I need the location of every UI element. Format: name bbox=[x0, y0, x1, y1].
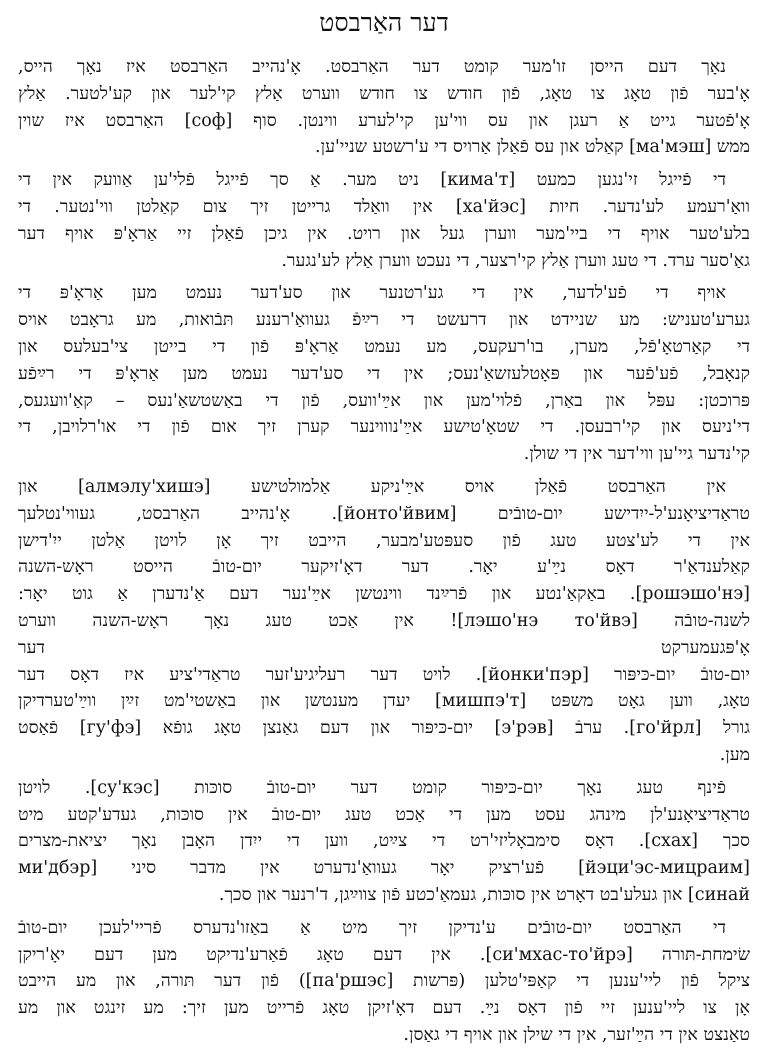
paragraph bbox=[18, 167, 750, 274]
text-line: גערע'טעניש: מע שניידט און דרעשט די רײַפֿ געוואַ'רענע תּבֿואות, מע גראָבט אויס bbox=[18, 310, 750, 331]
article-body bbox=[18, 54, 750, 1049]
paragraph bbox=[18, 915, 750, 1049]
text-line: די'ניעס און קי'רבעסן. די שטאָ'טישע אײַ'נוווינער קערן זיך אום פֿון די או'רלויבן, די bbox=[18, 417, 750, 438]
text-line: [рошэшо'нэ]. באַקאַ'נטע און פֿרײַנד ווינטשן אײַ'נער דעם אַ'נדערן אַ גוט יאָר: bbox=[18, 584, 750, 605]
text-line: גורל [го'йрл]. ערבֿ [э'рэв] יום-כּיפּור און דעם גאַנצן טאָג גופֿא [гу'фэ] פֿאַסט bbox=[18, 718, 750, 739]
page-title: דער האַרבסט bbox=[319, 8, 449, 37]
text-line: פֿינף טעג נאָך יום-כּיפּור קומט דער יום-טובֿ סוכּות [су'кэс]. לויטן bbox=[18, 777, 726, 798]
text-line: קי'נדער גיי'ען ווי'דער אין די שולן. bbox=[523, 444, 750, 465]
text-line: אויף די פֿע'לדער, אין די גע'רטנער און סע'דער נעמט מען אַראָ'פּ די bbox=[18, 283, 726, 304]
text-line: אָ'בער פֿון טאָג צו טאָג, פֿון חודש צו חודש ווערט אַלץ קי'לער און קע'לטער. אַלץ bbox=[18, 83, 750, 104]
text-line: אין האַרבסט פֿאַלן אויס אײַ'ניקע אַלמולטישע [алмэлу'хишэ] און bbox=[18, 476, 726, 497]
text-line: синай] און געלע'בט דאָרט אין סוכּות, געמאַ'כטע פֿון צווײַגן, ד'רנער און סכך. bbox=[218, 884, 750, 905]
text-line: טראַדיציאָנע'ל-ייִדישע יום-טובֿים [йонто'йвим]. אָ'נהייב האַרבסט, געווי'נטלעך bbox=[18, 503, 750, 524]
paragraph bbox=[18, 54, 750, 161]
text-line: וואַ'רעמע לע'נדער. חיות [ха'йэс] אין וואַלד גרייטן זיך צום קאַלטן ווי'נטער. די bbox=[18, 196, 750, 217]
text-line: בלע'טער אויף די ביי'מער ווערן געל און רויט. אין גיכן פֿאַלן זיי אַראָ'פּ אויף דער bbox=[18, 223, 750, 244]
paragraph bbox=[18, 280, 750, 468]
text-line: ציקל פֿון ליי'ענען די קאַפּי'טלען (פּרשות [па'ршэс]) פֿון דער תּורה, און מע הייבט bbox=[18, 971, 750, 992]
text-line: די האַרבסט יום-טובֿים ע'נדיקן זיך מיט אַ באַזו'נדערס פֿריי'לעכן יום-טובֿ bbox=[18, 917, 726, 938]
text-line: די פֿייגל זי'נגען כמעט [кима'т] ניט מער. אַ סך פֿייגל פֿלי'ען אַוועק אין די bbox=[18, 170, 726, 191]
text-line: טאָג, ווען גאָט משפּט [мишпэ'т] יעדן מענטשן און באַשטי'מט זײַן ווײַ'טערדיקן bbox=[18, 691, 750, 712]
text-line: טראַדיציאָנע'לן מינהג עסט מען די אַכט טעג יום-טובֿ אין סוכּות, געדע'קטע מיט bbox=[18, 804, 750, 825]
paragraph bbox=[18, 474, 750, 769]
text-line: סכך [схах]. דאָס סימבאָליזי'רט די צײַט, ווען די ייִדן האָבן נאָך יציאת-מצרים bbox=[18, 831, 750, 852]
text-line: נאָך דעם הייסן זו'מער קומט דער האַרבסט. אָ'נהייב האַרבסט איז נאָך הייס, bbox=[18, 57, 726, 77]
text-line: שׂימחת-תּורה [си'мхас-то'йрэ]. אין דעם טאָג פֿאַרע'נדיקט מען דעם יאָ'ריקן bbox=[18, 944, 750, 965]
text-line: מען. bbox=[719, 744, 750, 765]
text-line: קאַלענדאַ'ר דאָס נײַ'ע יאָר. דער דאָ'זיקער יום-טובֿ הייסט ראָש-השנה bbox=[18, 557, 750, 578]
text-line: ממש [ма'мэш] קאַלט און עס פֿאַלן אַרויס די ע'רשטע שניי'ען. bbox=[315, 137, 750, 158]
text-line: אין די לע'צטע טעג פֿון סעפּטע'מבער, הייבט זיך אָן לויטן אַלטן ייִ'דישן bbox=[18, 530, 750, 551]
text-line: די קאַרטאָ'פֿל, מערן, בו'רעקעס, מע נעמט אַראָ'פּ פֿון די בייטן צי'בעלעס און bbox=[18, 336, 750, 357]
text-line: פּרוכטן: עפּל און באַרן, פֿלוי'מען און אײַ'וועס, פֿון די באַשטשאַ'נעס – קאַ'וועגעס, bbox=[18, 390, 750, 411]
text-line: אָ'פֿטער גייט אַ רעגן און עס ווי'ען קי'לערע ווינטן. סוף [соф] האַרבסט איז שוין bbox=[18, 110, 750, 131]
text-line: גאַ'סער ערד. די טעג ווערן אַלץ קי'רצער, די נעכט ווערן אַלץ לע'נגער. bbox=[281, 250, 750, 271]
text-line: יום-טובֿ יום-כּיפּור [йонки'пэр]. לויט דער רעליגיע'זער טראַדי'ציע איז דאָס דער bbox=[18, 664, 750, 685]
text-line: אָן צו ליי'ענען זיי פֿון דאָס נײַ. דעם דאָ'זיקן טאָג פֿרייט מען זיך: מע זינגט און מע bbox=[18, 998, 750, 1019]
text-line: קנאָבל, פֿע'פֿער און פּאָטלעזשאַ'נעס; אין די סע'דער נעמט מען אַראָ'פּ די רײַפֿע bbox=[18, 363, 750, 384]
paragraph bbox=[18, 775, 750, 909]
text-line: לשנה-טובֿה [лэшо'нэ то'йвэ]! אין אַכט טעג נאָך ראָש-השנה ווערט bbox=[18, 610, 750, 631]
text-line: [йэци'эс-мицраим] פֿע'רציק יאָר געוואַ'נדערט אין מדבר סיני [ми'дбэр bbox=[18, 858, 750, 879]
text-line: אָ'פּגעמערקט דער bbox=[18, 637, 750, 658]
text-line: טאַנצט אין די הײַ'זער, אין די שילן און אויף די גאַסן. bbox=[403, 1024, 750, 1045]
